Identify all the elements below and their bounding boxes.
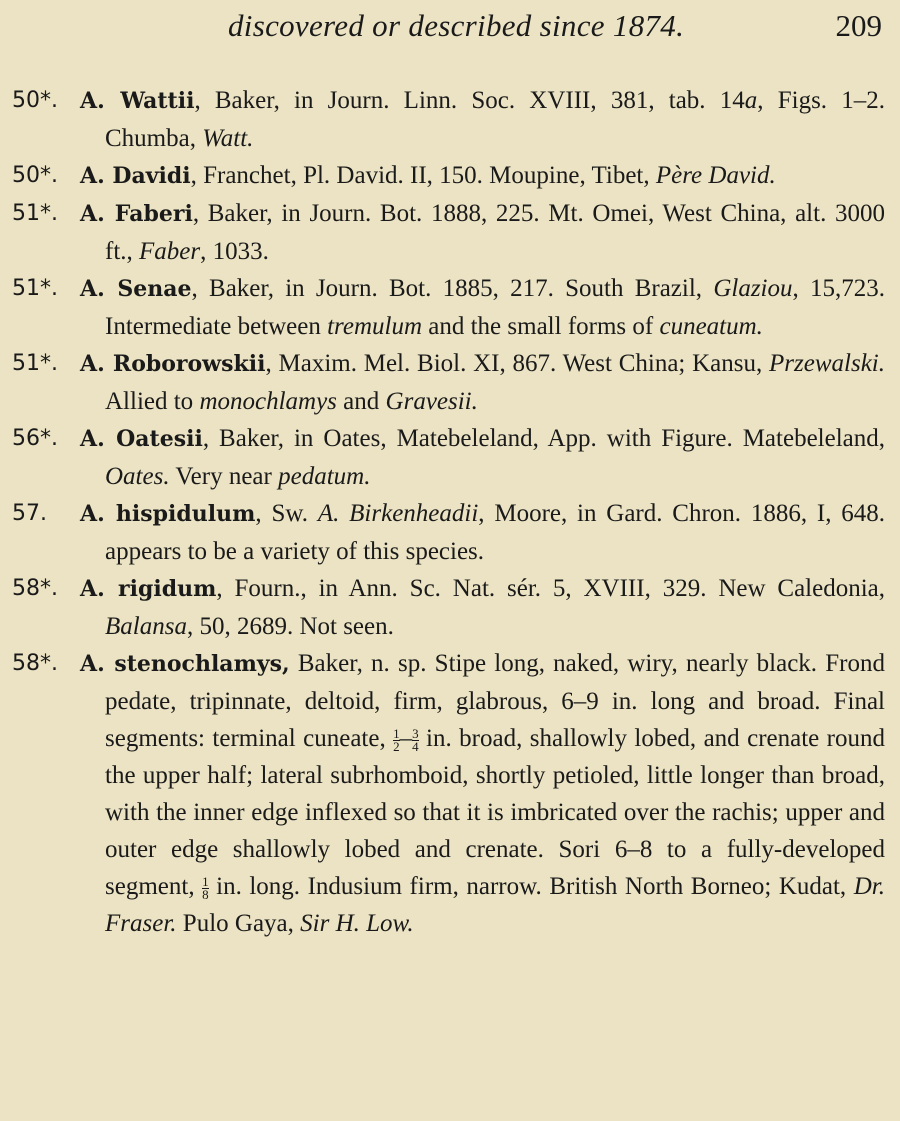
entry-number: 58*.	[12, 576, 58, 601]
entry-text: , Figs. 1–2. Chumba,	[105, 87, 885, 152]
italic-text: Sir H. Low.	[300, 910, 414, 937]
italic-text: Watt.	[202, 125, 254, 152]
species-name: A. Senae	[80, 276, 192, 302]
running-title: discovered or described since 1874.	[228, 8, 685, 43]
entry-text: , Fourn., in Ann. Sc. Nat. sér. 5, XVIII, 329. New Caledonia,	[216, 575, 885, 602]
entry-text: Baker, n. sp. Stipe long, naked, wiry, nearly black. Frond pedate, tripinnate, deltoid, firm, glabrous, 6–9 in. long and broad. Final segments: terminal cuneate,	[105, 650, 885, 752]
entry-number: 51*.	[12, 201, 58, 226]
entry-text: , 15,723. Intermediate between	[105, 275, 886, 340]
species-entry	[0, 570, 900, 645]
entry-number: 51*.	[12, 276, 58, 301]
species-name: A. stenochlamys,	[80, 651, 290, 677]
italic-text: tremulum	[327, 313, 423, 340]
entry-text: , 1033.	[200, 238, 269, 265]
entry-text: , Baker, in Journ. Linn. Soc. XVIII, 381, tab. 14	[194, 87, 745, 114]
entry-number: 56*.	[12, 426, 58, 451]
italic-text: A. Birkenheadii	[317, 500, 479, 527]
italic-text: pedatum.	[278, 463, 371, 490]
species-name: A. Oatesii	[80, 426, 203, 452]
italic-text: Przewalski.	[769, 350, 885, 377]
italic-text: Gravesii.	[385, 388, 478, 415]
entry-text: and the small forms of	[422, 313, 660, 340]
entry-text: and	[336, 388, 386, 415]
fraction-denominator: 4	[412, 738, 419, 754]
italic-text: Dr. Fraser.	[105, 873, 885, 937]
italic-text: Oates.	[105, 463, 170, 490]
species-entry	[0, 420, 900, 495]
entry-text: , Moore, in Gard. Chron. 1886, I, 648. appears to be a variety of this species.	[105, 500, 885, 565]
entry-text: Pulo Gaya,	[176, 910, 301, 937]
species-name: A. rigidum	[80, 576, 217, 602]
italic-text: a	[744, 87, 758, 114]
entry-text: in. long. Indusium firm, narrow. British North Borneo; Kudat,	[208, 873, 854, 900]
species-entry	[0, 82, 900, 157]
entry-number: 50*.	[12, 163, 58, 188]
fraction-denominator: 2	[393, 738, 400, 754]
entry-text: , 50, 2689. Not seen.	[186, 613, 394, 640]
entry-text: , Baker, in Journ. Bot. 1885, 217. South Brazil,	[191, 275, 714, 302]
species-list	[0, 82, 900, 942]
fraction-numerator: 1	[202, 873, 209, 889]
entry-text: , Maxim. Mel. Biol. XI, 867. West China; Kansu,	[265, 350, 770, 377]
species-name: A. Roborowskii	[80, 351, 266, 377]
entry-text: , Franchet, Pl. David. II, 150. Moupine, Tibet,	[190, 162, 656, 189]
entry-text: , Baker, in Journ. Bot. 1888, 225. Mt. Omei, West China, alt. 3000 ft.,	[105, 200, 885, 265]
entry-number: 57.	[12, 501, 47, 526]
italic-text: cuneatum.	[659, 313, 763, 340]
entry-text: –	[399, 725, 413, 752]
page-number: 209	[835, 8, 882, 43]
fraction-denominator: 8	[202, 886, 209, 902]
species-name: A. Davidi	[80, 163, 191, 189]
entry-number: 51*.	[12, 351, 58, 376]
entry-text: in. broad, shallowly lobed, and crenate round the upper half; lateral subrhomboid, shortly petioled, little longer than broad, with the inner edge inflexed so that it is imbricated over the rachis; upper and outer edge shallowly lobed and crenate. Sori 6–8 to a fully-developed segment,	[105, 725, 885, 900]
species-name: A. Wattii	[80, 88, 195, 114]
fraction-numerator: 3	[412, 725, 419, 741]
entry-text: , Baker, in Oates, Matebeleland, App. with Figure. Matebeleland,	[202, 425, 885, 452]
italic-text: Père David.	[655, 162, 776, 189]
species-entry	[0, 270, 900, 345]
entry-number: 50*.	[12, 88, 58, 113]
page-header	[0, 8, 900, 52]
species-name: A. hispidulum	[80, 501, 256, 527]
species-name: A. Faberi	[80, 201, 193, 227]
species-entry	[0, 645, 900, 942]
species-entry	[0, 157, 900, 195]
fraction-numerator: 1	[393, 725, 400, 741]
italic-text: Glaziou	[713, 275, 793, 302]
entry-number: 58*.	[12, 651, 58, 676]
italic-text: Balansa	[105, 613, 187, 640]
italic-text: monochlamys	[199, 388, 337, 415]
entry-text: , Sw.	[255, 500, 318, 527]
species-entry	[0, 195, 900, 270]
entry-text: Very near	[169, 463, 279, 490]
italic-text: Faber	[139, 238, 201, 265]
entry-text: Allied to	[105, 388, 200, 415]
species-entry	[0, 495, 900, 570]
species-entry	[0, 345, 900, 420]
